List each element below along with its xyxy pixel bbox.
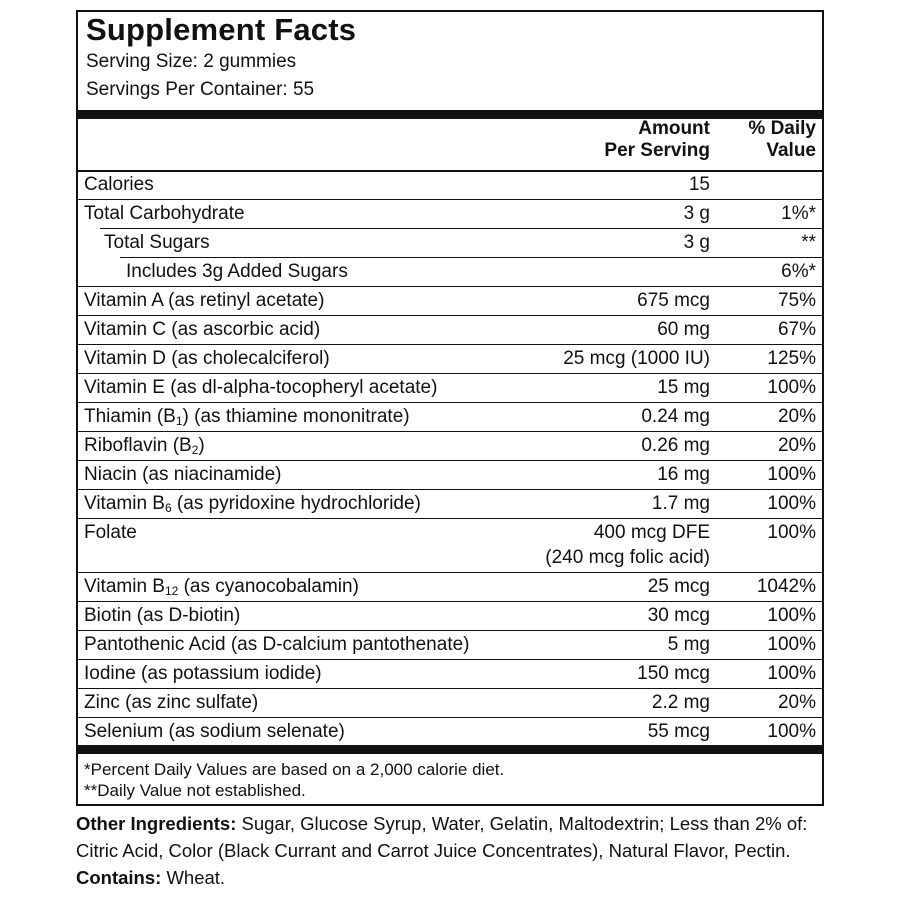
- nutrient-name-subscript: 1: [175, 414, 183, 428]
- nutrient-amount: 1.7 mg: [651, 493, 710, 514]
- row-divider: [78, 489, 822, 490]
- nutrient-amount: 15: [688, 174, 710, 195]
- row-divider: [78, 431, 822, 432]
- nutrient-amount: 60 mg: [657, 319, 710, 340]
- header-dv-line2: Value: [766, 140, 816, 161]
- nutrient-amount: 400 mcg DFE: [593, 522, 710, 543]
- nutrient-daily-value: 100%: [767, 493, 816, 514]
- row-divider: [78, 659, 822, 660]
- row-divider: [78, 630, 822, 631]
- thick-divider-bottom: [78, 745, 822, 754]
- row-divider: [78, 601, 822, 602]
- supplement-facts-panel: [76, 10, 824, 806]
- nutrient-name-part: ): [198, 435, 205, 456]
- nutrient-name: Total Sugars: [104, 232, 210, 253]
- nutrient-daily-value: 100%: [767, 663, 816, 684]
- nutrient-name: Zinc (as zinc sulfate): [84, 692, 259, 713]
- nutrient-name: Folate: [84, 522, 137, 543]
- servings-per-container: Servings Per Container: 55: [86, 79, 315, 100]
- contains-label: Contains:: [76, 867, 162, 888]
- nutrient-amount: 3 g: [683, 203, 710, 224]
- row-divider: [100, 228, 822, 229]
- row-divider: [78, 344, 822, 345]
- nutrient-daily-value: 1042%: [756, 576, 816, 597]
- row-divider: [78, 286, 822, 287]
- nutrient-amount: 2.2 mg: [651, 692, 710, 713]
- nutrient-name-subscript: 12: [164, 584, 179, 598]
- row-divider: [78, 717, 822, 718]
- header-amount-line2: Per Serving: [604, 140, 710, 161]
- row-divider: [78, 688, 822, 689]
- contains-line: [76, 864, 836, 891]
- serving-size: Serving Size: 2 gummies: [86, 51, 297, 72]
- nutrient-name: Selenium (as sodium selenate): [84, 721, 345, 742]
- row-divider: [78, 402, 822, 403]
- row-divider: [78, 572, 822, 573]
- nutrient-name: Niacin (as niacinamide): [84, 464, 282, 485]
- nutrient-name: [84, 493, 421, 519]
- nutrient-amount: 15 mg: [657, 377, 710, 398]
- nutrient-amount: 30 mcg: [647, 605, 710, 626]
- footnote-daily-values: *Percent Daily Values are based on a 2,000 calorie diet.: [84, 760, 505, 779]
- row-divider: [78, 199, 822, 200]
- row-divider: [78, 315, 822, 316]
- nutrient-name-part: Thiamin (B: [84, 406, 176, 427]
- nutrient-amount-secondary: (240 mcg folic acid): [545, 547, 710, 568]
- nutrient-name: Vitamin D (as cholecalciferol): [84, 348, 330, 369]
- row-divider: [120, 257, 822, 258]
- nutrient-name-subscript: 2: [191, 443, 199, 457]
- footnote-not-established: **Daily Value not established.: [84, 781, 306, 800]
- header-amount: [604, 118, 710, 162]
- nutrient-amount: 0.26 mg: [641, 435, 710, 456]
- nutrient-amount: 25 mcg: [647, 576, 710, 597]
- nutrient-name-part: ) (as thiamine mononitrate): [182, 406, 410, 427]
- nutrient-name-part: Riboflavin (B: [84, 435, 192, 456]
- nutrient-name: Vitamin A (as retinyl acetate): [84, 290, 325, 311]
- nutrient-daily-value: 100%: [767, 721, 816, 742]
- nutrient-amount: 675 mcg: [637, 290, 710, 311]
- nutrient-amount: 150 mcg: [637, 663, 710, 684]
- row-divider: [78, 373, 822, 374]
- nutrient-daily-value: 6%*: [781, 261, 816, 282]
- nutrient-name: Biotin (as D-biotin): [84, 605, 241, 626]
- nutrient-amount: 16 mg: [657, 464, 710, 485]
- nutrient-amount: 55 mcg: [647, 721, 710, 742]
- other-ingredients-text1: Sugar, Glucose Syrup, Water, Gelatin, Maltodextrin; Less than 2% of:: [236, 813, 808, 834]
- nutrient-name-part: Vitamin B: [84, 576, 165, 597]
- nutrient-name: Total Carbohydrate: [84, 203, 245, 224]
- nutrient-name: [84, 406, 410, 432]
- row-divider: [78, 518, 822, 519]
- row-divider: [78, 460, 822, 461]
- nutrient-amount: 5 mg: [667, 634, 710, 655]
- nutrient-daily-value: 20%: [777, 435, 816, 456]
- thick-divider-top: [78, 110, 822, 119]
- row-divider: [78, 170, 822, 172]
- nutrient-daily-value: 75%: [777, 290, 816, 311]
- nutrient-name-part: (as cyanocobalamin): [178, 576, 359, 597]
- nutrient-amount: 25 mcg (1000 IU): [563, 348, 710, 369]
- nutrient-name-part: (as pyridoxine hydrochloride): [171, 493, 421, 514]
- nutrient-name: Vitamin E (as dl-alpha-tocopheryl acetate): [84, 377, 438, 398]
- nutrient-name-part: Vitamin B: [84, 493, 165, 514]
- nutrient-daily-value: 67%: [777, 319, 816, 340]
- header-amount-line1: Amount: [638, 118, 710, 139]
- nutrient-daily-value: 100%: [767, 464, 816, 485]
- nutrient-daily-value: 100%: [767, 377, 816, 398]
- nutrient-name: Calories: [84, 174, 154, 195]
- nutrient-name: Pantothenic Acid (as D-calcium pantothenate): [84, 634, 470, 655]
- nutrient-daily-value: 20%: [777, 406, 816, 427]
- other-ingredients-line1: [76, 810, 836, 837]
- nutrient-daily-value: 100%: [767, 522, 816, 543]
- nutrient-name-subscript: 6: [164, 501, 172, 515]
- nutrient-amount: 0.24 mg: [641, 406, 710, 427]
- nutrient-name: Includes 3g Added Sugars: [126, 261, 348, 282]
- header-dv-line1: % Daily: [748, 118, 816, 139]
- contains-text: Wheat.: [161, 867, 226, 888]
- panel-title: Supplement Facts: [86, 12, 357, 47]
- nutrient-daily-value: 125%: [767, 348, 816, 369]
- nutrient-daily-value: 1%*: [781, 203, 816, 224]
- nutrient-name: [84, 576, 359, 602]
- other-ingredients-label: Other Ingredients:: [76, 813, 237, 834]
- nutrient-daily-value: 20%: [777, 692, 816, 713]
- nutrient-amount: 3 g: [683, 232, 710, 253]
- header-daily-value: [748, 118, 816, 162]
- nutrient-daily-value: **: [801, 232, 816, 253]
- other-ingredients-line2: Citric Acid, Color (Black Currant and Carrot Juice Concentrates), Natural Flavor, Pectin.: [76, 840, 791, 861]
- nutrient-name: Vitamin C (as ascorbic acid): [84, 319, 321, 340]
- nutrient-name: [84, 435, 205, 461]
- nutrient-name: Iodine (as potassium iodide): [84, 663, 322, 684]
- nutrient-daily-value: 100%: [767, 634, 816, 655]
- nutrient-daily-value: 100%: [767, 605, 816, 626]
